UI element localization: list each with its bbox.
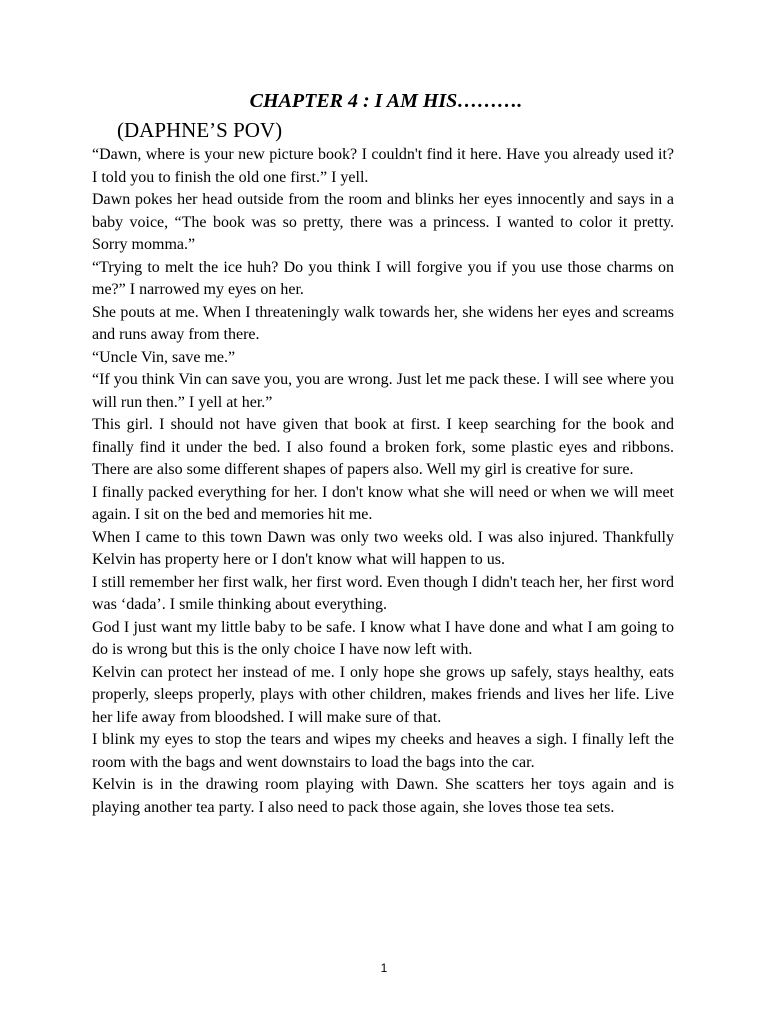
paragraph: “If you think Vin can save you, you are wrong. Just let me pack these. I will see where you will run then.” I yell at her.”	[92, 371, 674, 411]
paragraph: I finally packed everything for her. I don't know what she will need or when we will meet again. I sit on the bed and memories hit me.	[92, 483, 674, 523]
chapter-title: CHAPTER 4 : I AM HIS……….	[249, 90, 523, 112]
body-text	[92, 144, 674, 819]
paragraph: God I just want my little baby to be safe. I know what I have done and what I am going to do is wrong but this is the only choice I have now left with.	[92, 618, 674, 658]
paragraph: “Trying to melt the ice huh? Do you think I will forgive you if you use those charms on me?” I narrowed my eyes on her.	[92, 258, 674, 298]
paragraph: “Dawn, where is your new picture book? I couldn't find it here. Have you already used it? I told you to finish the old one first.” I yell.	[92, 146, 674, 186]
paragraph: “Uncle Vin, save me.”	[92, 348, 236, 366]
paragraph: Kelvin is in the drawing room playing with Dawn. She scatters her toys again and is playing another tea party. I also need to pack those again, she loves those tea sets.	[92, 776, 674, 816]
paragraph: She pouts at me. When I threateningly walk towards her, she widens her eyes and screams and runs away from there.	[92, 303, 674, 343]
paragraph: Dawn pokes her head outside from the room and blinks her eyes innocently and says in a baby voice, “The book was so pretty, there was a princess. I wanted to color it pretty. Sorry momma.”	[92, 191, 674, 253]
paragraph: I still remember her first walk, her first word. Even though I didn't teach her, her first word was ‘dada’. I smile thinking about everything.	[92, 573, 674, 613]
paragraph: Kelvin can protect her instead of me. I only hope she grows up safely, stays healthy, eats properly, sleeps properly, plays with other children, makes friends and lives her life. Live her life away from bloodshed. I will make sure of that.	[92, 663, 674, 726]
paragraph: This girl. I should not have given that book at first. I keep searching for the book and finally find it under the bed. I also found a broken fork, some plastic eyes and ribbons. There are also some different shapes of papers also. Well my girl is creative for sure.	[92, 416, 674, 478]
page-number: 1	[380, 961, 388, 975]
paragraph: When I came to this town Dawn was only two weeks old. I was also injured. Thankfully Kelvin has property here or I don't know what will happen to us.	[92, 528, 674, 568]
pov-heading: (DAPHNE’S POV)	[117, 118, 283, 142]
paragraph: I blink my eyes to stop the tears and wipes my cheeks and heaves a sigh. I finally left the room with the bags and went downstairs to load the bags into the car.	[92, 731, 674, 771]
